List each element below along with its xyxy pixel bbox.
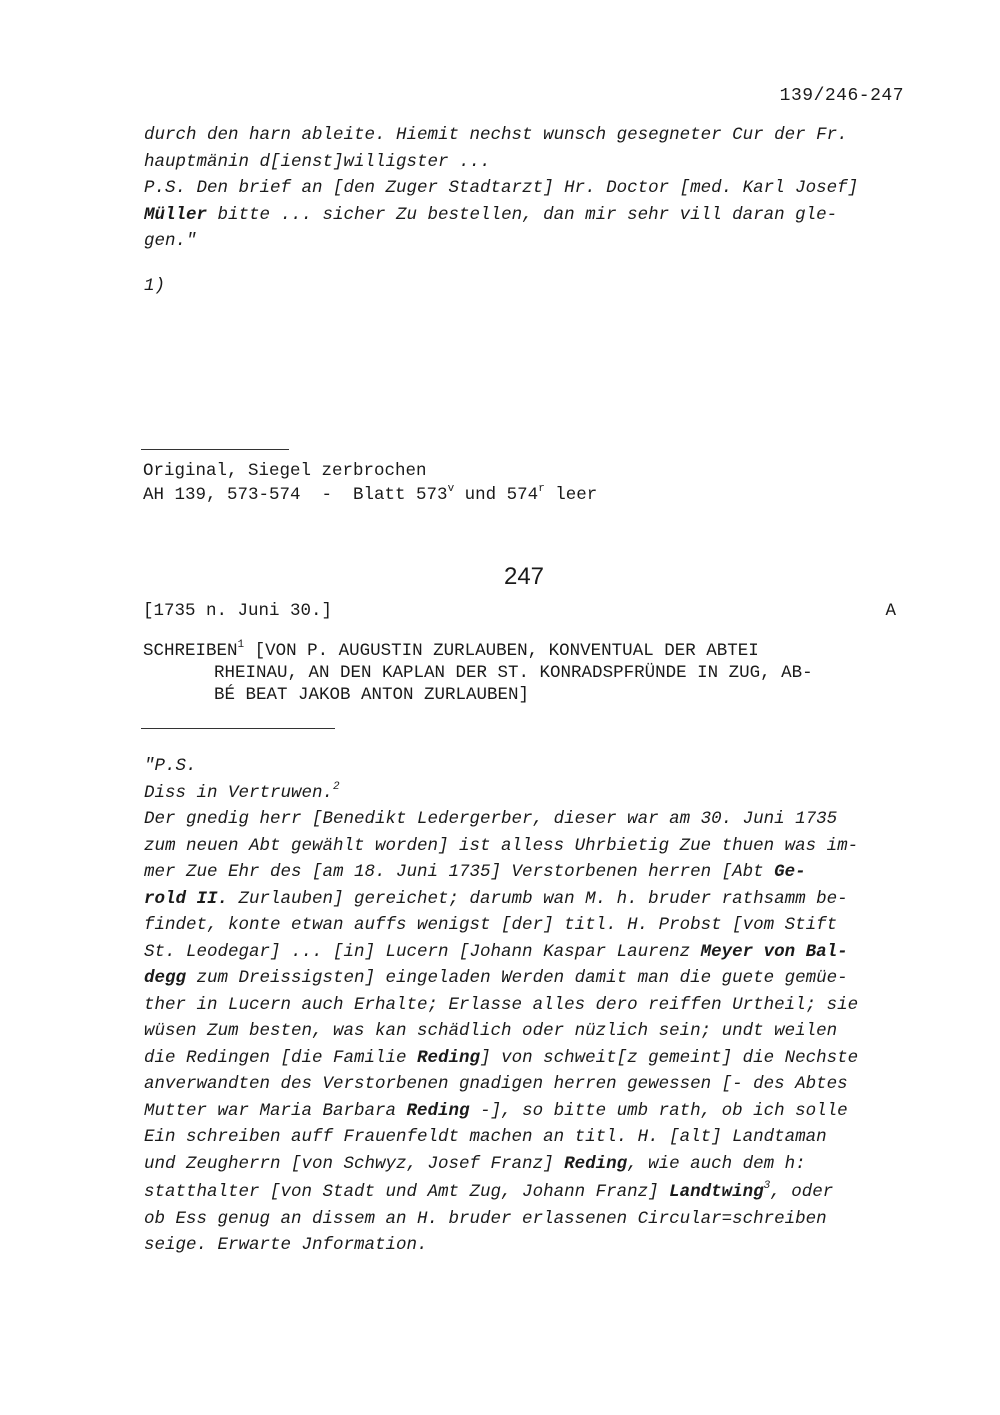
prev-letter-line-1: durch den harn ableite. Hiemit nechst wunsch gesegneter Cur der Fr. <box>144 125 848 145</box>
page-reference: 139/246-247 <box>779 86 904 106</box>
body-line-3: mer Zue Ehr des [am 18. Juni 1735] Verstorbenen herren [Abt Ge- <box>144 862 806 882</box>
body-line-7: degg zum Dreissigsten] eingeladen Werden damit man die guete gemüe- <box>144 968 848 988</box>
source-note-line-2: AH 139, 573-574 - Blatt 573$^v$ und 574$^r$ leer <box>143 483 598 505</box>
body-line-12: Mutter war Maria Barbara Reding -], so bitte umb rath, ob ich solle <box>144 1101 848 1121</box>
body-line-6: St. Leodegar] ... [in] Lucern [Johann Kaspar Laurenz Meyer von Bal- <box>144 942 848 962</box>
body-line-8: ther in Lucern auch Erhalte; Erlasse alles dero reiffen Urtheil; sie <box>144 995 859 1015</box>
prev-letter-line-4: Müller bitte ... sicher Zu bestellen, dan mir sehr vill daran gle- <box>144 205 838 225</box>
heading-line-3: BÉ BEAT JAKOB ANTON ZURLAUBEN] <box>214 685 530 705</box>
body-line-13: Ein schreiben auff Frauenfeldt machen an titl. H. [alt] Landtaman <box>144 1127 827 1147</box>
body-line-14: und Zeugherrn [von Schwyz, Josef Franz] Reding, wie auch dem h: <box>144 1154 806 1174</box>
prev-letter-line-5: gen." <box>144 231 197 251</box>
body-line-9: wüsen Zum besten, was kan schädlich oder nüzlich sein; undt weilen <box>144 1021 838 1041</box>
footnote-marker: 1) <box>144 276 166 296</box>
heading-divider <box>141 728 335 729</box>
body-line-1: Der gnedig herr [Benedikt Ledergerber, dieser war am 30. Juni 1735 <box>144 809 838 829</box>
heading-line-2: RHEINAU, AN DEN KAPLAN DER ST. KONRADSPFRÜNDE IN ZUG, AB- <box>214 663 813 683</box>
document-date: [1735 n. Juni 30.] <box>143 601 333 621</box>
document-number: 247 <box>503 563 545 590</box>
body-line-11: anverwandten des Verstorbenen gnadigen herren gewessen [- des Abtes <box>144 1074 848 1094</box>
body-line-2: zum neuen Abt gewählt worden] ist alless Uhrbietig Zue thuen was im- <box>144 836 859 856</box>
body-line-5: findet, konte etwan auffs wenigst [der] titl. H. Probst [vom Stift <box>144 915 838 935</box>
body-line-4: rold II. Zurlauben] gereichet; darumb wan M. h. bruder rathsamm be- <box>144 889 848 909</box>
source-note-line-1: Original, Siegel zerbrochen <box>143 461 427 481</box>
body-line-15: statthalter [von Stadt und Amt Zug, Johann Franz] Landtwing$^3$, oder <box>144 1180 834 1202</box>
body-line-17: seige. Erwarte Jnformation. <box>144 1235 428 1255</box>
footnote-divider <box>141 449 289 450</box>
body-line-10: die Redingen [die Familie Reding] von schweit[z gemeint] die Nechste <box>144 1048 859 1068</box>
heading-line-1: SCHREIBEN$^1$ [VON P. AUGUSTIN ZURLAUBEN, KONVENTUAL DER ABTEI <box>143 639 759 661</box>
body-ps: "P.S. <box>144 756 197 776</box>
body-line-16: ob Ess genug an dissem an H. bruder erlassenen Circular=schreiben <box>144 1209 827 1229</box>
document-classification: A <box>885 601 896 621</box>
body-diss: Diss in Vertruwen.$^2$ <box>144 781 340 803</box>
prev-letter-line-2: hauptmänin d[ienst]willigster ... <box>144 152 491 172</box>
prev-letter-line-3: P.S. Den brief an [den Zuger Stadtarzt] Hr. Doctor [med. Karl Josef] <box>144 178 859 198</box>
name-mueller: Müller <box>144 205 208 225</box>
